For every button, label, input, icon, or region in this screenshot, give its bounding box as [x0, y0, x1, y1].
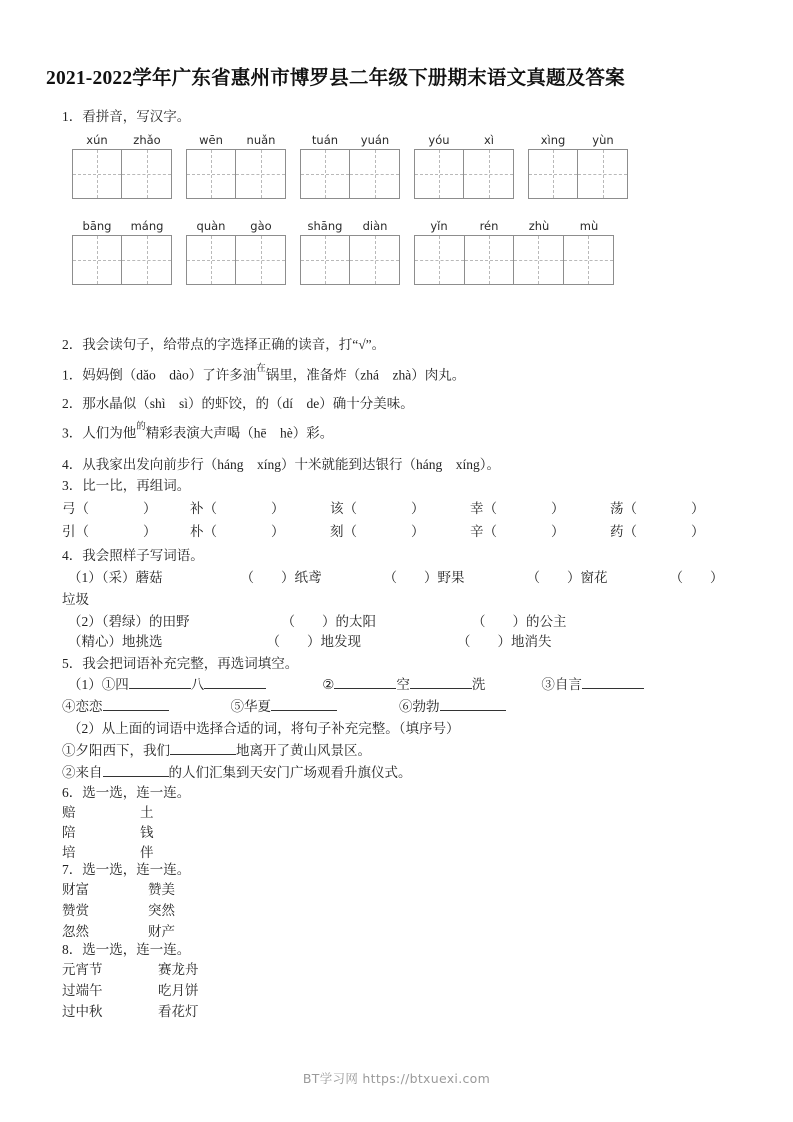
- q3-answer-bracket[interactable]: （ ）: [483, 524, 565, 539]
- pinyin-label-row: [186, 130, 286, 147]
- match-right-item[interactable]: 财产: [148, 924, 175, 939]
- q4-line2-item[interactable]: [282, 614, 377, 629]
- tianzige-cell[interactable]: [350, 150, 399, 198]
- match-left-item[interactable]: 过中秋: [62, 1004, 103, 1019]
- match-left-item[interactable]: 赞赏: [62, 903, 89, 918]
- pinyin-label: shāng: [307, 219, 343, 233]
- q5-sub1-label: （1）: [68, 677, 102, 692]
- q3-answer-bracket[interactable]: （ ）: [75, 524, 157, 539]
- q3-character: 辛: [470, 524, 484, 539]
- q5-idiom-part: 空: [396, 677, 410, 692]
- q5-idiom-blank-item[interactable]: [541, 677, 644, 692]
- q2-item-4: [62, 453, 500, 473]
- question-4-heading: 4．我会照样子写词语。: [62, 548, 204, 563]
- q5-idiom-blank-item[interactable]: [102, 677, 267, 692]
- q5-idiom-blank-item[interactable]: [231, 699, 338, 714]
- q5-item-index: ⑥: [399, 699, 413, 714]
- q5-sentence-1-pre: ①夕阳西下，我们: [62, 743, 170, 758]
- tianzige-cell[interactable]: [464, 150, 513, 198]
- pinyin-label: zhǎo: [133, 133, 161, 147]
- q5-blank-row-2: [62, 695, 506, 715]
- match-left-item[interactable]: 过端午: [62, 983, 103, 998]
- tianzige-cell[interactable]: [236, 236, 285, 284]
- q3-character: 弓: [62, 501, 76, 516]
- pinyin-label-row: [186, 216, 286, 233]
- q4-answer-bracket[interactable]: （ ）: [669, 570, 724, 585]
- tianzige-cell[interactable]: [122, 150, 171, 198]
- tianzige-box-row[interactable]: [300, 235, 400, 285]
- q3-character: 刻: [330, 524, 344, 539]
- q5-sentence-2-post: 的人们汇集到天安门广场观看升旗仪式。: [168, 765, 412, 780]
- tianzige-cell[interactable]: [301, 150, 350, 198]
- match-left-item[interactable]: 忽然: [62, 924, 89, 939]
- q2-item-3-pre: 3．人们为他: [62, 425, 137, 441]
- tianzige-box-row[interactable]: [300, 149, 400, 199]
- pinyin-label: rén: [479, 219, 499, 233]
- q5-blank-row-1: [68, 673, 644, 693]
- pinyin-label: nuǎn: [246, 133, 276, 147]
- q2-item-3-superscript: 的: [136, 422, 146, 432]
- pinyin-label: yuán: [360, 133, 390, 147]
- q3-word-build-item[interactable]: [190, 497, 285, 517]
- q3-answer-bracket[interactable]: （ ）: [203, 501, 285, 516]
- tianzige-cell[interactable]: [236, 150, 285, 198]
- question-2-heading: 2．我会读句子，给带点的字选择正确的读音，打“√”。: [62, 337, 386, 352]
- pinyin-label-row: [414, 130, 514, 147]
- pinyin-label-row: [72, 216, 172, 233]
- q4-sample-word: 纸鸢: [294, 570, 322, 585]
- tianzige-cell[interactable]: [301, 236, 350, 284]
- tianzige-box-row[interactable]: [414, 149, 514, 199]
- fill-in-blank[interactable]: [334, 676, 396, 689]
- q4-answer-bracket[interactable]: （ ）: [526, 570, 581, 585]
- tianzige-box-row[interactable]: [528, 149, 628, 199]
- pinyin-label: zhù: [528, 219, 550, 233]
- fill-in-blank[interactable]: [170, 742, 236, 755]
- tianzige-cell[interactable]: [529, 150, 578, 198]
- q5-idiom-part: 恋恋: [75, 699, 103, 714]
- q4-answer-bracket[interactable]: （: [457, 634, 498, 649]
- pinyin-label: máng: [130, 219, 164, 233]
- pinyin-label: xì: [483, 133, 494, 147]
- q3-word-build-item[interactable]: [470, 497, 565, 517]
- fill-in-blank[interactable]: [103, 764, 169, 777]
- question-8-heading: 8．选一选，连一连。: [62, 942, 191, 957]
- tianzige-box-row[interactable]: [72, 235, 172, 285]
- q2-item-3: [62, 421, 333, 442]
- tianzige-box-row[interactable]: [186, 235, 286, 285]
- pinyin-label: bāng: [82, 219, 112, 233]
- q5-idiom-part: 华夏: [244, 699, 271, 714]
- match-left-item[interactable]: 培: [62, 845, 76, 860]
- q5-sentence-1-post: 地离开了黄山风景区。: [236, 743, 371, 758]
- pinyin-label: tuán: [311, 133, 339, 147]
- q4-answer-bracket[interactable]: （: [266, 634, 307, 649]
- q5-idiom-blank-item[interactable]: [62, 699, 169, 714]
- q4-line2-item[interactable]: [472, 614, 567, 629]
- tianzige-cell[interactable]: [415, 150, 464, 198]
- tianzige-cell[interactable]: [187, 150, 236, 198]
- q4-line1-item[interactable]: [527, 570, 608, 585]
- footer-watermark: BT学习网 https://btxuexi.com: [302, 1071, 491, 1086]
- q3-word-build-item[interactable]: [330, 497, 425, 517]
- match-right-item[interactable]: 突然: [148, 903, 175, 918]
- tianzige-cell[interactable]: [122, 236, 171, 284]
- q2-item-1: [62, 363, 465, 384]
- q4-line1-item[interactable]: [670, 570, 724, 585]
- q4-line1-item[interactable]: [384, 570, 465, 585]
- q4-sample-word: 野果: [437, 570, 465, 585]
- q4-sample-word: ）地消失: [497, 634, 552, 649]
- q3-word-build-item[interactable]: [330, 520, 425, 540]
- pinyin-label: yǐn: [430, 219, 448, 233]
- q4-answer-bracket[interactable]: （: [281, 614, 322, 629]
- question-6-heading: 6．选一选，连一连。: [62, 785, 191, 800]
- tianzige-cell[interactable]: [465, 236, 515, 284]
- tianzige-cell[interactable]: [73, 236, 122, 284]
- pinyin-grid-group: [300, 216, 400, 285]
- q2-item-3-post: 精彩表演大声喝（hē hè）彩。: [145, 425, 334, 441]
- pinyin-label: diàn: [362, 219, 388, 233]
- page-title: 2021-2022学年广东省惠州市博罗县二年级下册期末语文真题及答案: [46, 68, 625, 89]
- tianzige-cell[interactable]: [350, 236, 399, 284]
- q4-sample-word: 窗花: [580, 570, 608, 585]
- q5-idiom-part: 洗: [471, 677, 486, 692]
- q4-line3-prefix: （精心）地挑选: [68, 634, 163, 649]
- q4-line3-item[interactable]: [267, 634, 362, 649]
- q5-sentence-1: [62, 739, 371, 759]
- q4-line-1-wrap: 垃圾: [62, 592, 89, 607]
- pinyin-label-row: [414, 216, 614, 233]
- pinyin-label: gào: [250, 219, 272, 233]
- q3-character: 药: [610, 524, 624, 539]
- tianzige-box-row[interactable]: [414, 235, 614, 285]
- q5-item-index: ①: [101, 677, 116, 692]
- q4-answer-bracket[interactable]: （: [472, 614, 513, 629]
- pinyin-label-row: [528, 130, 628, 147]
- pinyin-grid-group: [414, 130, 514, 199]
- q3-answer-bracket[interactable]: （ ）: [623, 524, 705, 539]
- q2-item-1-post: 锅里，准备炸（zhá zhà）肉丸。: [265, 367, 466, 383]
- match-right-item[interactable]: 吃月饼: [158, 983, 199, 998]
- q3-character: 该: [330, 501, 344, 516]
- question-1-heading: 1．看拼音，写汉字。: [62, 109, 191, 124]
- q4-line-2: [68, 610, 663, 630]
- q2-item-2-text: 2．那水晶似（shì sì）的虾饺，的（dí de）确十分美味。: [62, 396, 414, 411]
- q5-item-index: ②: [322, 677, 335, 692]
- q4-answer-bracket[interactable]: （ ）: [383, 570, 438, 585]
- fill-in-blank[interactable]: [440, 698, 506, 711]
- match-left-item[interactable]: 财富: [62, 882, 89, 897]
- q3-character: 荡: [610, 501, 624, 516]
- q5-idiom-blank-item[interactable]: [322, 677, 485, 692]
- q5-sentence-2-pre: ②来自: [62, 765, 103, 780]
- q4-sample-word: ）地发现: [307, 634, 361, 649]
- q4-answer-bracket[interactable]: （ ）: [240, 570, 295, 585]
- pinyin-label: mù: [579, 219, 599, 233]
- q2-item-1-pre: 1．妈妈倒（dǎo dào）了许多油: [62, 367, 257, 383]
- q5-idiom-part: 四: [115, 677, 129, 692]
- q5-item-index: ③: [541, 677, 555, 692]
- tianzige-cell[interactable]: [514, 236, 564, 284]
- match-left-item[interactable]: 元宵节: [62, 962, 103, 977]
- fill-in-blank[interactable]: [582, 676, 644, 689]
- q3-answer-bracket[interactable]: （ ）: [623, 501, 705, 516]
- tianzige-cell[interactable]: [187, 236, 236, 284]
- pinyin-label-row: [72, 130, 172, 147]
- pinyin-label: wēn: [199, 133, 223, 147]
- q3-answer-bracket[interactable]: （ ）: [343, 501, 425, 516]
- fill-in-blank[interactable]: [103, 698, 169, 711]
- q3-word-build-item[interactable]: [62, 497, 157, 517]
- q4-line-1: [68, 566, 724, 586]
- match-right-item[interactable]: 看花灯: [158, 1004, 199, 1019]
- match-right-item[interactable]: 土: [140, 805, 154, 820]
- q4-line3-item[interactable]: [457, 634, 552, 649]
- tianzige-cell[interactable]: [578, 150, 627, 198]
- question-5-heading: 5．我会把词语补充完整，再选词填空。: [62, 656, 299, 671]
- match-left-item[interactable]: 陪: [62, 825, 76, 840]
- q5-idiom-part: 八: [190, 677, 205, 692]
- pinyin-label: yóu: [428, 133, 450, 147]
- q3-character: 朴: [190, 524, 204, 539]
- q3-answer-bracket[interactable]: （ ）: [75, 501, 157, 516]
- q3-word-build-item[interactable]: [190, 520, 285, 540]
- q3-character: 补: [190, 501, 204, 516]
- q5-idiom-part: 勃勃: [412, 699, 440, 714]
- pinyin-grid-group: [186, 130, 286, 199]
- q4-sample-word: ）的太阳: [322, 614, 376, 629]
- tianzige-cell[interactable]: [564, 236, 614, 284]
- q5-idiom-part: 自言: [554, 677, 582, 692]
- match-right-item[interactable]: 赞美: [148, 882, 175, 897]
- match-left-item[interactable]: 赔: [62, 805, 76, 820]
- pinyin-grid-group: [72, 130, 172, 199]
- pinyin-grid-group: [414, 216, 614, 285]
- pinyin-label: xìng: [540, 133, 566, 147]
- q3-answer-bracket[interactable]: （ ）: [343, 524, 425, 539]
- pinyin-grid-group: [528, 130, 628, 199]
- fill-in-blank[interactable]: [271, 698, 337, 711]
- question-3-heading: 3．比一比，再组词。: [62, 478, 191, 493]
- tianzige-box-row[interactable]: [186, 149, 286, 199]
- q3-word-build-item[interactable]: [610, 497, 705, 517]
- pinyin-label: quàn: [196, 219, 226, 233]
- tianzige-cell[interactable]: [73, 150, 122, 198]
- q2-item-4-text: 4．从我家出发向前步行（háng xíng）十米就能到达银行（háng xíng）。: [62, 457, 500, 472]
- pinyin-label-row: [300, 216, 400, 233]
- pinyin-grid-group: [72, 216, 172, 285]
- fill-in-blank[interactable]: [410, 676, 472, 689]
- q5-sentence-2: [62, 761, 412, 781]
- q3-word-build-item[interactable]: [470, 520, 565, 540]
- q4-line1-prefix: （1）（采）蘑菇: [68, 570, 163, 585]
- q2-item-2: [62, 392, 414, 412]
- q4-line-3: [68, 630, 648, 650]
- tianzige-cell[interactable]: [415, 236, 465, 284]
- fill-in-blank[interactable]: [204, 676, 266, 689]
- q3-character: 幸: [470, 501, 484, 516]
- q3-answer-bracket[interactable]: （ ）: [203, 524, 285, 539]
- pinyin-label: yùn: [592, 133, 614, 147]
- q4-sample-word: ）的公主: [512, 614, 567, 629]
- q4-line1-item[interactable]: [241, 570, 322, 585]
- tianzige-box-row[interactable]: [72, 149, 172, 199]
- match-right-item[interactable]: 赛龙舟: [158, 962, 199, 977]
- pinyin-grid-group: [300, 130, 400, 199]
- q5-item-index: ④: [62, 699, 76, 714]
- question-7-heading: 7．选一选，连一连。: [62, 862, 191, 877]
- match-right-item[interactable]: 钱: [140, 825, 154, 840]
- q5-idiom-blank-item[interactable]: [399, 699, 506, 714]
- pinyin-label-row: [300, 130, 400, 147]
- q2-item-1-superscript: 在: [256, 364, 266, 374]
- q5-sub2-label: （2）从上面的词语中选择合适的词，将句子补充完整。（填序号）: [68, 721, 460, 736]
- q3-answer-bracket[interactable]: （ ）: [483, 501, 565, 516]
- fill-in-blank[interactable]: [129, 676, 191, 689]
- q3-word-build-item[interactable]: [62, 520, 157, 540]
- pinyin-grid-group: [186, 216, 286, 285]
- q3-character: 引: [62, 524, 76, 539]
- q5-item-index: ⑤: [230, 699, 244, 714]
- q3-word-build-item[interactable]: [610, 520, 705, 540]
- pinyin-label: xún: [86, 133, 108, 147]
- q4-line2-prefix: （2）（碧绿）的田野: [68, 614, 190, 629]
- match-right-item[interactable]: 伴: [140, 845, 154, 860]
